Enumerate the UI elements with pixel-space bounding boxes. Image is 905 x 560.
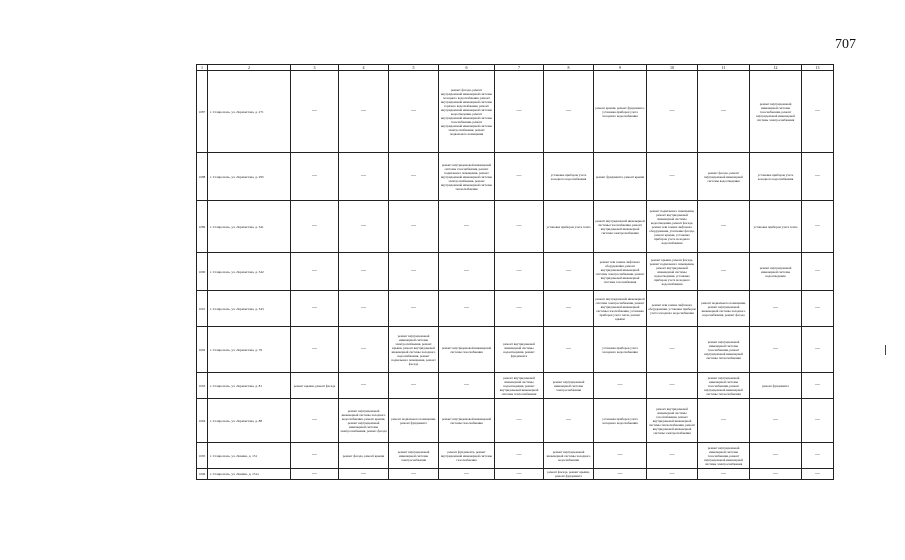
work-cell: ремонт внутридомовой инженерной системы газоснабжения, ремонт внутридомовой инженерной системы электроснабжения <box>750 71 802 153</box>
work-cell: — <box>389 373 439 399</box>
work-cell: — <box>339 71 389 153</box>
work-cell: ремонт подвального помещения, ремонт внутридомовой инженерной системы холодного водоснабжения, ремонт фасада <box>698 291 750 327</box>
work-cell: — <box>647 469 698 480</box>
row-number: 1094 <box>197 399 208 443</box>
work-cell: — <box>439 253 495 291</box>
work-cell: — <box>339 327 389 373</box>
work-cell: — <box>698 253 750 291</box>
address-cell: г. Ставрополь, ул. Лермонтова, д. 79 <box>208 327 291 373</box>
work-cell: — <box>339 253 389 291</box>
column-header: 12 <box>750 65 802 71</box>
work-cell: ремонт крыши, ремонт фундамента, установка приборов учета холодного водоснабжения <box>594 71 647 153</box>
work-cell: ремонт внутридомовой инженерной системы газоснабжения <box>439 399 495 443</box>
work-cell: ремонт внутридомовой инженерной системы холодного водоснабжения, ремонт крыши, ремонт внутридомовой инженерной системы электроснабжения, ремонт фасада <box>339 399 389 443</box>
row-number: 1090 <box>197 253 208 291</box>
repair-schedule-table <box>196 64 834 480</box>
work-cell: — <box>495 399 544 443</box>
work-cell: ремонт крыши, ремонт фасада <box>291 373 339 399</box>
work-cell: — <box>544 71 594 153</box>
work-cell: ремонт внутридомовой инженерной системы газоснабжения, ремонт внутридомовой инженерной системы электроснабжения <box>698 443 750 469</box>
work-cell: — <box>750 399 802 443</box>
row-number: 1091 <box>197 291 208 327</box>
address-cell: г. Ставрополь, ул. Лермонтова, д. 342 <box>208 253 291 291</box>
column-header: 6 <box>439 65 495 71</box>
work-cell: — <box>291 71 339 153</box>
work-cell: — <box>439 373 495 399</box>
work-cell: — <box>802 373 834 399</box>
address-cell: г. Ставрополь, ул. Ленина, д. 131 <box>208 443 291 469</box>
work-cell: установка приборов учета холодного водоснабжения <box>750 153 802 201</box>
work-cell: — <box>750 327 802 373</box>
work-cell: ремонт внутридомовой инженерной системы газоснабжения, ремонт внутридомовой инженерной системы теплоснабжения <box>698 327 750 373</box>
column-header: 3 <box>291 65 339 71</box>
work-cell: ремонт или замена лифтового оборудования, установка приборов учета холодного водоснабжения <box>647 291 698 327</box>
column-header: 9 <box>594 65 647 71</box>
work-cell: — <box>339 373 389 399</box>
address-cell: г. Ставрополь, ул. Ленина, д. 131а <box>208 469 291 480</box>
row-number: 1093 <box>197 373 208 399</box>
table-row <box>197 443 834 469</box>
work-cell: ремонт внутридомовой инженерной системы газоснабжения <box>439 327 495 373</box>
work-cell: — <box>389 253 439 291</box>
work-cell: — <box>802 399 834 443</box>
work-cell: — <box>389 201 439 253</box>
work-cell: — <box>802 291 834 327</box>
work-cell: — <box>339 469 389 480</box>
work-cell: — <box>750 443 802 469</box>
work-cell: — <box>339 201 389 253</box>
column-header: 1 <box>197 65 208 71</box>
row-number: 1089 <box>197 201 208 253</box>
work-cell: ремонт внутридомовой инженерной системы электроснабжения, ремонт внутридомовой инженерной системы газоснабжения, установка приборов учета тепла, ремонт крыши <box>594 291 647 327</box>
work-cell: ремонт внутридомовой инженерной системы электроснабжения <box>389 443 439 469</box>
work-cell: ремонт внутридомовой инженерной системы газоснабжения, ремонт внутридомовой инженерной системы теплоснабжения, ремонт внутридомовой инженерной системы электроснабжения <box>647 399 698 443</box>
work-cell: ремонт внутридомовой инженерной системы газоснабжения, ремонт внутридомовой инженерной системы электроснабжения <box>594 201 647 253</box>
work-cell: — <box>802 327 834 373</box>
work-cell: — <box>647 153 698 201</box>
work-cell: ремонт внутридомовой инженерной системы электроснабжения <box>544 373 594 399</box>
work-cell: установка приборов учета тепла <box>544 201 594 253</box>
work-cell: — <box>291 291 339 327</box>
work-cell: ремонт фасада, ремонт крыши <box>339 443 389 469</box>
column-header: 13 <box>802 65 834 71</box>
work-cell: — <box>439 291 495 327</box>
work-cell: ремонт фундамента <box>750 373 802 399</box>
address-cell: г. Ставрополь, ул. Лермонтова, д. 81 <box>208 373 291 399</box>
work-cell: — <box>594 469 647 480</box>
column-header: 8 <box>544 65 594 71</box>
table-row <box>197 373 834 399</box>
work-cell: ремонт внутридомовой инженерной системы водоотведения, ремонт фундамента <box>495 327 544 373</box>
work-cell: — <box>647 373 698 399</box>
work-cell: — <box>495 291 544 327</box>
work-cell: — <box>339 153 389 201</box>
work-cell: — <box>647 71 698 153</box>
table-row <box>197 469 834 480</box>
page-number: 707 <box>835 37 856 52</box>
work-cell: ремонт фундамента, ремонт крыши <box>594 153 647 201</box>
work-cell: — <box>291 201 339 253</box>
column-header: 4 <box>339 65 389 71</box>
work-cell: — <box>495 443 544 469</box>
work-cell: ремонт фундамента, ремонт внутридомовой инженерной системы газоснабжения <box>439 443 495 469</box>
column-header: 11 <box>698 65 750 71</box>
work-cell: — <box>544 399 594 443</box>
work-cell: — <box>291 443 339 469</box>
address-cell: г. Ставрополь, ул. Лермонтова, д. 343 <box>208 291 291 327</box>
work-cell: — <box>495 469 544 480</box>
work-cell: установка приборов учета тепла <box>750 201 802 253</box>
work-cell: — <box>594 443 647 469</box>
work-cell: установка приборов учета холодного водоснабжения <box>594 399 647 443</box>
column-header: 5 <box>389 65 439 71</box>
work-cell: — <box>698 201 750 253</box>
work-cell: — <box>544 253 594 291</box>
address-cell: г. Ставрополь, ул. Лермонтова, д. 88 <box>208 399 291 443</box>
work-cell: — <box>389 71 439 153</box>
work-cell: — <box>802 469 834 480</box>
work-cell: — <box>291 469 339 480</box>
work-cell: установка приборов учета холодного водоснабжения <box>594 327 647 373</box>
work-cell: — <box>750 291 802 327</box>
work-cell: — <box>802 201 834 253</box>
table-row <box>197 291 834 327</box>
work-cell: — <box>291 399 339 443</box>
work-cell: — <box>698 71 750 153</box>
work-cell: — <box>750 469 802 480</box>
row-number: 1092 <box>197 327 208 373</box>
table-row <box>197 399 834 443</box>
work-cell: — <box>495 153 544 201</box>
work-cell: — <box>647 327 698 373</box>
work-cell: — <box>339 291 389 327</box>
work-cell: ремонт внутридомовой инженерной системы холодного водоснабжения <box>544 443 594 469</box>
column-header: 2 <box>208 65 291 71</box>
table-row <box>197 153 834 201</box>
table-row <box>197 327 834 373</box>
address-cell: г. Ставрополь, ул. Лермонтова, д. 341 <box>208 201 291 253</box>
work-cell: ремонт фасада, ремонт крыши, ремонт фундамента <box>544 469 594 480</box>
work-cell: — <box>698 399 750 443</box>
work-cell: установка приборов учета холодного водоснабжения <box>544 153 594 201</box>
work-cell: — <box>544 327 594 373</box>
table-row <box>197 71 834 153</box>
work-cell: — <box>802 153 834 201</box>
work-cell: — <box>389 291 439 327</box>
work-cell: ремонт внутридомовой инженерной системы газоснабжения, ремонт внутридомовой инженерной системы теплоснабжения <box>698 373 750 399</box>
table-row <box>197 253 834 291</box>
work-cell: ремонт или замена лифтового оборудования, ремонт внутридомовой инженерной системы электроснабжения, ремонт внутридомовой инженерной системы газоснабжения <box>594 253 647 291</box>
work-cell: ремонт фасада, ремонт внутридомовой инженерной системы водоотведения <box>698 153 750 201</box>
work-cell: — <box>439 201 495 253</box>
work-cell: ремонт подвального помещения, ремонт фундамента <box>389 399 439 443</box>
work-cell: — <box>802 253 834 291</box>
work-cell: ремонт подвального помещения, ремонт внутридомовой инженерной системы водоотведения, ремонт фасада, ремонт или замена лифтового оборудования, утепление фасада, ремонт крыши, установка приборов учета холодного водоснабжения <box>647 201 698 253</box>
work-cell: — <box>544 291 594 327</box>
row-number: 1088 <box>197 153 208 201</box>
work-cell: — <box>389 153 439 201</box>
work-cell: — <box>439 469 495 480</box>
work-cell: ремонт внутридомовой инженерной системы газоснабжения, ремонт подвального помещения, ремонт внутридомовой инженерной системы электроснабжения, ремонт внутридомовой инженерной системы теплоснабжения <box>439 153 495 201</box>
address-cell: г. Ставрополь, ул. Лермонтова, д. 271 <box>208 71 291 153</box>
work-cell: — <box>389 469 439 480</box>
column-header: 10 <box>647 65 698 71</box>
work-cell: — <box>647 443 698 469</box>
column-header: 7 <box>495 65 544 71</box>
work-cell: — <box>291 253 339 291</box>
row-number: 1087 <box>197 71 208 153</box>
work-cell: ремонт крыши, ремонт фасада, ремонт подвального помещения, ремонт внутридомовой инженерной системы водоотведения, установка приборов учета холодного водоснабжения <box>647 253 698 291</box>
work-cell: — <box>802 71 834 153</box>
work-cell: ремонт внутридомовой инженерной системы водоотведения, ремонт внутридомовой инженерной системы теплоснабжения <box>495 373 544 399</box>
work-cell: — <box>698 469 750 480</box>
work-cell: — <box>291 153 339 201</box>
work-cell: ремонт внутридомовой инженерной системы водоотведения <box>750 253 802 291</box>
row-number: 1095 <box>197 443 208 469</box>
work-cell: — <box>291 327 339 373</box>
work-cell: — <box>495 71 544 153</box>
work-cell: — <box>495 201 544 253</box>
work-cell: — <box>802 443 834 469</box>
row-number: 1096 <box>197 469 208 480</box>
table-row <box>197 201 834 253</box>
work-cell: — <box>495 253 544 291</box>
work-cell: — <box>594 373 647 399</box>
work-cell: ремонт внутридомовой инженерной системы электроснабжения, ремонт крыши, ремонт внутридомовой инженерной системы холодного водоснабжения, ремонт подвального помещения, ремонт фасада <box>389 327 439 373</box>
address-cell: г. Ставрополь, ул. Лермонтова, д. 295 <box>208 153 291 201</box>
margin-mark <box>885 345 886 355</box>
work-cell: ремонт фасада, ремонт внутридомовой инженерной системы холодного водоснабжения, ремонт внутридомовой инженерной системы горячего водоснабжения, ремонт внутридомовой инженерной системы водоотведения, ремонт внутридомовой инженерной системы газоснабжения, ремонт внутридомовой инженерной системы электроснабжения, ремонт подвального помещения <box>439 71 495 153</box>
